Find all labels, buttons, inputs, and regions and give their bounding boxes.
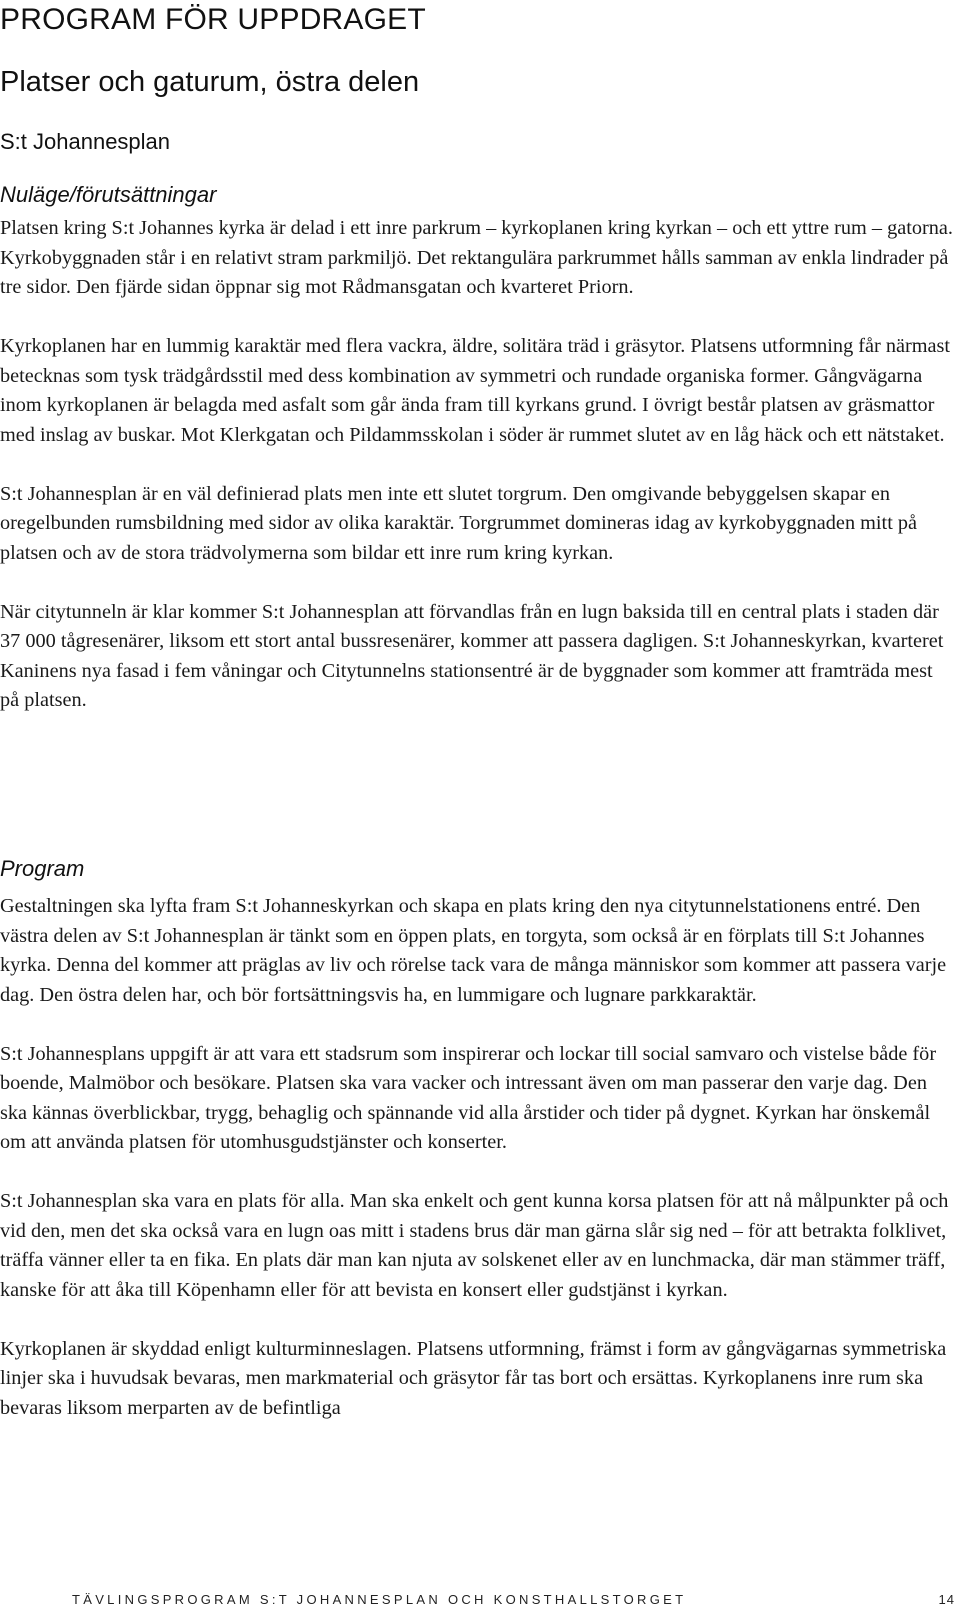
paragraph: Kyrkoplanen har en lummig karaktär med flera vackra, äldre, solitära träd i gräsytor. Platsens utformning får närmast betecknas som tysk trädgårdsstil med dess kombination av symmetri och rundade organiska former. Gångvägarna inom kyrkoplanen är belagda med asfalt som går ända fram till kyrkans grund. I övrigt består platsen av gräsmattor med inslag av buskar. Mot Klerkgatan och Pildammsskolan i söder är rummet slutet av en låg häck och ett nätstaket. xyxy=(0,335,951,446)
paragraph: Gestaltningen ska lyfta fram S:t Johanneskyrkan och skapa en plats kring den nya citytunnelstationens entré. Den västra delen av S:t Johannesplan är tänkt som en öppen plats, en torgyta, som också är en förplats till S:t Johannes kyrka. Denna del kommer att präglas av liv och rörelse tack vara de många människor som kommer att passera varje dag. Den östra delen har, och bör fortsättningsvis ha, en lummigare och lugnare parkkaraktär. xyxy=(0,895,947,1006)
section-title: S:t Johannesplan xyxy=(0,129,171,154)
nulage-heading: Nuläge/förutsättningar xyxy=(0,182,217,207)
program-body xyxy=(0,892,955,1453)
paragraph: S:t Johannesplan ska vara en plats för alla. Man ska enkelt och gent kunna korsa platsen för att nå målpunkter på och vid den, men det ska också vara en lugn oas mitt i stadens brus där man gärna slår sig ned – för att betrakta folklivet, träffa vänner eller ta en fika. En plats där man kan njuta av solskenet eller av en lunchmacka, där man stämmer träff, kanske för att åka till Köpenhamn eller för att bevista en konsert eller gudstjänst i kyrkan. xyxy=(0,1190,949,1301)
nulage-body xyxy=(0,214,955,745)
paragraph: Kyrkoplanen är skyddad enligt kulturminneslagen. Platsens utformning, främst i form av gångvägarnas symmetriska linjer ska i huvudsak bevaras, men markmaterial och gräsytor får tas bort och ersättas. Kyrkoplanens inre rum ska bevaras liksom merparten av de befintliga xyxy=(0,1337,947,1419)
paragraph: S:t Johannesplans uppgift är att vara ett stadsrum som inspirerar och lockar till social samvaro och vistelse både för boende, Malmöbor och besökare. Platsen ska vara vacker och intressant även om man passerar den varje dag. Den ska kännas överblickbar, trygg, behaglig och spännande vid alla årstider och tider på dygnet. Kyrkan har önskemål om att använda platsen för utomhusgudstjänster och konserter. xyxy=(0,1042,937,1153)
page-title: PROGRAM FÖR UPPDRAGET xyxy=(0,3,426,36)
paragraph: S:t Johannesplan är en väl definierad plats men inte ett slutet torgrum. Den omgivande bebyggelsen skapar en oregelbunden rumsbildning med sidor av olika karaktär. Torgrummet domineras idag av kyrkobyggnaden mitt på platsen och av de stora trädvolymerna som bildar ett inre rum kring kyrkan. xyxy=(0,482,918,564)
paragraph: När citytunneln är klar kommer S:t Johannesplan att förvandlas från en lugn baksida till en central plats i staden där 37 000 tågresenärer, liksom ett stort antal bussresenärer, kommer att passera dagligen. S:t Johanneskyrkan, kvarteret Kaninens nya fasad i fem våningar och Citytunnelns stationsentré är de byggnader som kommer att framträda mest på platsen. xyxy=(0,600,944,711)
paragraph: Platsen kring S:t Johannes kyrka är delad i ett inre parkrum – kyrkoplanen kring kyrkan – och ett yttre rum – gatorna. Kyrkobyggnaden står i en relativt stram parkmiljö. Det rektangulära parkrummet hålls samman av enkla lindrader på tre sidor. Den fjärde sidan öppnar sig mot Rådmansgatan och kvarteret Priorn. xyxy=(0,217,953,298)
program-heading: Program xyxy=(0,856,85,881)
page-subtitle: Platser och gaturum, östra delen xyxy=(0,66,420,98)
footer-title: TÄVLINGSPROGRAM S:T JOHANNESPLAN OCH KONSTHALLSTORGET xyxy=(72,1592,687,1607)
page-number: 14 xyxy=(938,1592,955,1607)
